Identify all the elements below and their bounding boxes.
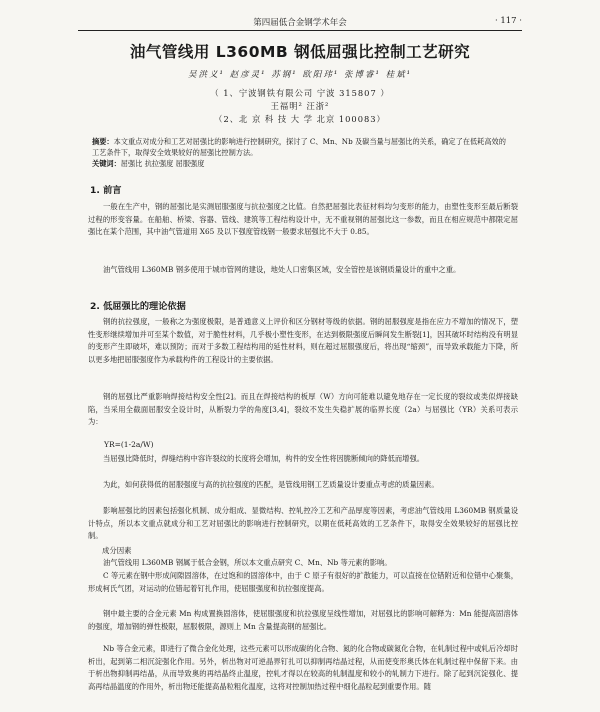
page-number: · 117 · xyxy=(494,16,522,26)
running-header xyxy=(78,14,522,31)
affiliation-2: （2、北 京 科 技 大 学 北京 100083） xyxy=(214,114,386,124)
paragraph-intro-2: 油气管线用 L360MB 钢多使用于城市管网的建设，地处人口密集区域，安全管控是该钢质量设计的重中之重。 xyxy=(103,265,461,274)
paragraph-composition-1: 油气管线用 L360MB 钢属于低合金钢，所以本文重点研究 C、Mn、Nb 等元素的影响。 xyxy=(103,558,392,567)
paper-title: 油气管线用 L360MB 钢低屈强比控制工艺研究 xyxy=(129,43,471,61)
author-list: 吴洪义¹ 赵彦灵¹ 苏钢¹ 欧阳玮¹ 张博睿¹ 桂斌¹ xyxy=(188,70,412,80)
affiliation-1: （ 1、宁波钢铁有限公司 宁波 315807 ） xyxy=(210,88,390,98)
paragraph-carbon: C 等元素在钢中形成间隙固溶体，在过饱和的固溶体中，由于 C 原子有很好的扩散能力，可以直接在位错附近和位错中心聚集，形成柯氏气团，对运动的位错起着钉扎作用，使屈服强度和抗拉强度提高。 xyxy=(88,571,518,593)
paragraph-theory-2: 钢的屈强比严重影响焊接结构安全性[2]。而且在焊接结构的板厚（W）方向可能难以避免地存在一定长度的裂纹或类似焊接缺陷，当采用全截面屈服安全设计时，从断裂力学的角度[3,4]，裂纹不发生失稳扩展的临界长度（2a）与屈强比（YR）关系可表示为： xyxy=(88,392,518,427)
paragraph-theory-3: 当屈强比降低时，焊缝结构中容许裂纹的长度将会增加，构件的安全性将因脆断倾向的降低而增强。 xyxy=(103,454,425,463)
paragraph-theory-4: 为此，如何获得低的屈服强度与高的抗拉强度的匹配，是管线用钢工艺质量设计要重点考虑的质量因素。 xyxy=(103,480,439,489)
section-heading-introduction: 1. 前言 xyxy=(90,185,122,196)
keywords xyxy=(92,158,506,169)
abstract-label: 摘要： xyxy=(92,137,114,146)
keywords-text: 屈强比 抗拉强度 屈服强度 xyxy=(120,159,205,168)
paragraph-manganese: 钢中最主要的合金元素 Mn 构成置换固溶体，使屈服强度和抗拉强度呈线性增加，对屈强比的影响可解释为：Mn 能提高固溶体的强度，增加钢的弹性极限，屈服极限，源则上 Mn 含量提高钢的屈强比。 xyxy=(88,609,518,631)
paragraph-niobium: Nb 等合金元素，即进行了微合金化处理，这些元素可以形成碳的化合物、氮的化合物或碳氮化合物，在轧制过程中或轧后冷却时析出，起到第二相沉淀强化作用。另外，析出物对可逆晶界钉扎可以抑制再结晶过程，从而使变形奥氏体在轧制过程中保留下来。由于析出物抑制再结晶，从而导致奥的再结晶终止温度，控轧才得以在较高的轧制温度和较小的轧制力下进行。除了起到沉淀强化、提高再结晶温度的作用外，析出物还能提高晶粒粗化温度，这将对控制加热过程中细化晶粒起到重要作用。随 xyxy=(88,644,518,691)
subheading-composition: 成分因素 xyxy=(102,546,132,555)
paragraph-theory-1: 钢的抗拉强度，一般称之为强度极限，是普通意义上评价和区分钢材等级的依据。钢的屈服强度是指在应力不增加的情况下，塑性变形继续增加并可至某个数值，对于脆性材料，几乎极小塑性变形，在达到极限强度后瞬间发生断裂[1]，因其破坏时结构没有明显的变形产生即破坏，难以预防；而对于多数工程结构用的延性材料，则在超过屈服强度后，将出现“缩颈”，而导致承载能力下降，所以更多地把屈服强度作为承载构件的工程设计的主要依据。 xyxy=(88,317,518,364)
abstract-body xyxy=(92,136,506,158)
affiliation-authors-2: 王福明² 汪浙² xyxy=(270,101,330,111)
conference-name: 第四届低合金钢学术年会 xyxy=(253,18,347,28)
yield-ratio-formula: YR=(1-2a/W) xyxy=(104,440,154,449)
abstract xyxy=(92,136,506,169)
paragraph-theory-5: 影响屈强比的因素包括强化机制、成分组成、显微结构、控轧控冷工艺和产品厚度等因素，考虑油气管线用 L360MB 钢质量设计特点，所以本文重点就成分和工艺对屈强比的影响进行控制研究，以期在低耗高效的工艺条件下，取得安全效果较好的屈强比控制。 xyxy=(88,506,518,541)
abstract-text: 本文重点对成分和工艺对屈强比的影响进行控制研究，探讨了 C、Mn、Nb 及碳当量与屈强比的关系，确定了在低耗高效的工艺条件下，取得安全效果较好的屈强比控制方法。 xyxy=(92,137,506,157)
paragraph-intro-1: 一般在生产中，钢的屈强比是实测屈服强度与抗拉强度之比值。自然把屈强比表征材料均匀变形的能力，由塑性变形至最后断裂过程的形变容量。在船舶、桥梁、容器、管线、建筑等工程结构设计中，无不重视钢的屈强比这一参数，而且在相应规范中都限定屈强比在某个范围，其中油气管道用 X65 及以下强度管线钢一般要求屈强比不大于 0.85。 xyxy=(88,202,518,237)
keywords-label: 关键词： xyxy=(92,159,121,168)
section-heading-theory: 2. 低屈强比的理论依据 xyxy=(90,301,186,312)
